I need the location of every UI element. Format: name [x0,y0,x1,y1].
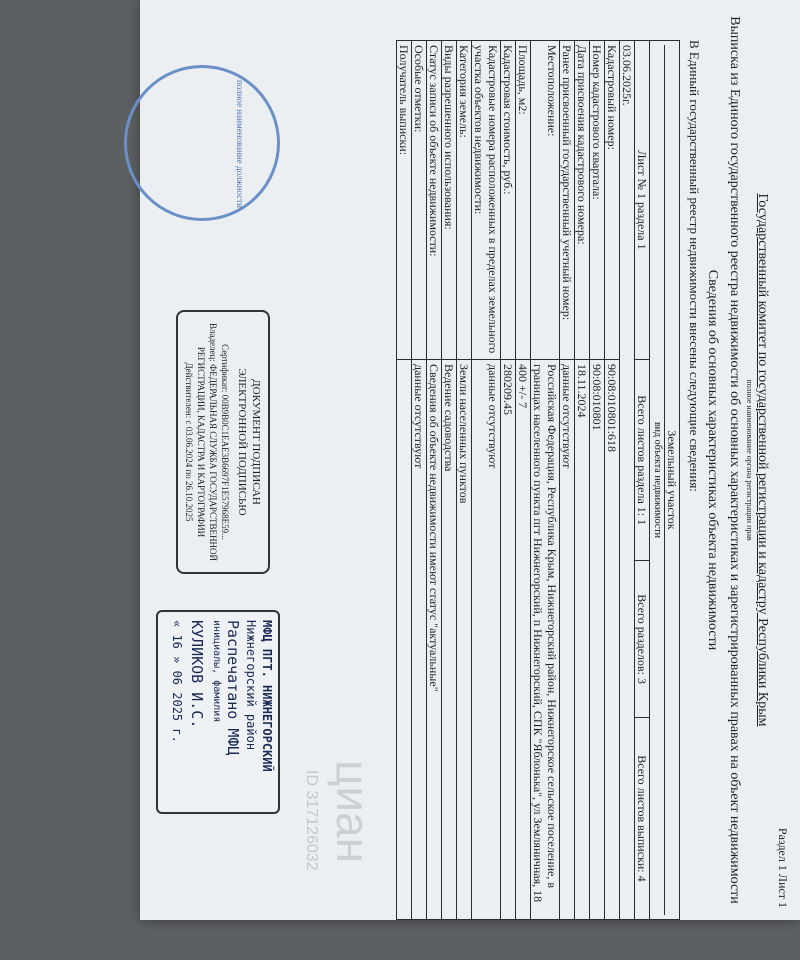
intro-text: В Единый государственный реестр недвижимости внесены следующие сведения: [687,40,702,492]
row-value [397,360,412,920]
document-page [140,0,800,920]
section-sheet-label: Раздел 1 Лист 1 [776,827,790,908]
table-row [427,41,442,920]
object-type: Земельный участок [665,430,679,530]
table-row [560,41,575,920]
row-value: Ведение садоводства [442,360,457,920]
row-label: Особые отметки: [412,41,427,360]
row-label: Номер кадастрового квартала: [590,41,605,360]
table-row [590,41,605,920]
table-row [457,41,472,920]
table-row [412,41,427,920]
row-label: Виды разрешенного использования: [442,41,457,360]
mfc-line-5: КУЛИКОВ И.С. [188,620,206,729]
mfc-line-2: Нижнегорский район [244,620,258,751]
organization-caption: полное наименование органа регистрации прав [745,379,754,541]
sheets-section: Всего листов раздела 1: 1 [635,360,650,561]
owner-label: Владелец: ФЕДЕРАЛЬНАЯ СЛУЖБА ГОСУДАРСТВЕННОЙ [208,322,218,562]
organization-name: Государственный комитет по государственной регистрации и кадастру Республики Крым [755,193,770,727]
row-value: данные отсутствуют [412,360,427,920]
sheet-info-row [635,41,650,920]
row-label: Кадастровые номера расположенных в пределах земельного участка объектов недвижимости: [472,41,501,360]
sheets-total: Всего листов выписки: 4 [635,717,650,919]
table-row [516,41,531,920]
row-label: Дата присвоения кадастрового номера: [575,41,590,360]
row-label: Площадь, м2: [516,41,531,360]
row-label: Местоположение: [531,41,560,360]
mfc-line-1: МФЦ ПГТ. НИЖНЕГОРСКИЙ [260,620,274,772]
characteristics-table [396,40,680,920]
mfc-line-4: инициалы, фамилия [211,620,222,723]
certificate-label: Сертификат: 00B9B0C1EAE3B6697F1E57968E59... [220,344,230,540]
object-type-caption: вид объекта недвижимости [650,45,665,915]
section-title: Сведения об основных характеристиках объекта недвижимости [705,269,720,651]
owner-label-2: РЕГИСТРАЦИИ, КАДАСТРА И КАРТОГРАФИИ [196,346,206,538]
row-label: Категория земель: [457,41,472,360]
watermark-brand: циан [327,760,379,864]
position-caption: полное наименование должности [235,80,245,208]
cadastral-number-value: 90:08:010801:618 [605,360,620,920]
row-value: 280209.45 [501,360,516,920]
table-row [575,41,590,920]
table-row [397,41,412,920]
row-value: данные отсутствуют [560,360,575,920]
table-row [472,41,501,920]
mfc-line-6: « 16 » 06 2025 г. [170,620,184,743]
object-type-row [650,41,680,920]
row-value: данные отсутствуют [472,360,501,920]
watermark-id: ID 317126032 [303,770,320,871]
sections-total: Всего разделов: 3 [635,561,650,717]
extract-title: Выписка из Единого государственного реестра недвижимости об основных характеристиках и зарегистрированных правах на объект недвижимости [727,16,742,904]
row-value: 90:08:010801 [590,360,605,920]
mfc-stamp [156,610,280,814]
validity-label: Действителен: с 03.06.2024 по 26.10.2025 [184,362,194,522]
doc-signed-label: ДОКУМЕНТ ПОДПИСАН [250,379,262,505]
row-label: Ранее присвоенный государственный учетный номер: [560,41,575,360]
e-signature-box [176,310,270,574]
row-value: 18.11.2024 [575,360,590,920]
row-value: Земли населенных пунктов [457,360,472,920]
date-row [620,41,635,920]
mfc-line-3: Распечатано МФЦ [224,620,242,756]
e-signature-label: ЭЛЕКТРОННОЙ ПОДПИСЬЮ [236,368,248,516]
sheet-label: Лист № 1 раздела 1 [635,41,650,360]
seal-stamp [124,65,280,221]
row-label: Получатель выписки: [397,41,412,360]
row-value: Российская Федерация, Республика Крым, Нижнегорский район, Нижнегорское сельское поселение, в границах населенного пункта пгт Нижнегорский, п Нижнегорский, СПК "Яблонька", ул Земляничная, 18 [531,360,560,920]
row-label: Кадастровая стоимость, руб.: [501,41,516,360]
table-row [501,41,516,920]
cadastral-row [605,41,620,920]
row-value: Сведения об объекте недвижимости имеют статус "актуальные" [427,360,442,920]
object-type-cell [650,41,680,920]
row-label: Статус записи об объекте недвижимости: [427,41,442,360]
cadastral-number-label: Кадастровый номер: [605,41,620,360]
extract-date: 03.06.2025г. [620,41,635,920]
table-row [531,41,560,920]
table-row [442,41,457,920]
row-value: 400 +/- 7 [516,360,531,920]
